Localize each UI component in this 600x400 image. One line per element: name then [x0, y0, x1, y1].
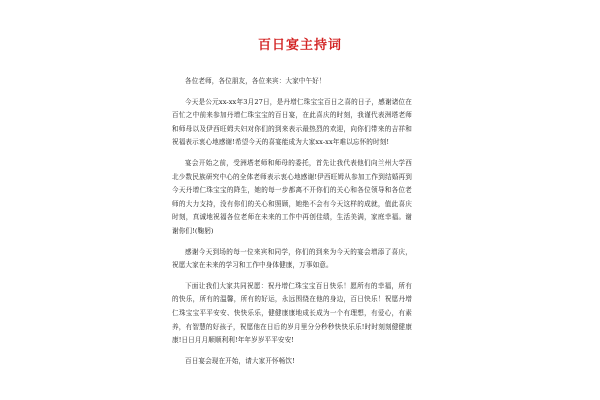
document-title: 百日宴主持词 [257, 38, 342, 53]
document-body [172, 75, 412, 368]
paragraph-closing: 百日宴会现在开始，请大家开怀畅饮! [185, 356, 295, 365]
paragraph-welcome: 今天是公元xx-xx年3月27日，是丹增仁珠宝宝百日之喜的日子，感谢诸位在百忙之中前来参加丹增仁珠宝宝的百日宴，在此喜庆的时刻，我谨代表洲塔老师和师母以及伊西旺姆夫妇对你们的到来表示最热烈的欢迎，向你们带来的吉祥和祝福表示衷心地感谢!希望今天的喜宴能成为大家xx-xx年难以忘怀的时刻! [172, 97, 412, 147]
paragraph-greeting: 各位老师，各位朋友，各位来宾：大家中午好！ [185, 77, 326, 85]
paragraph-thanks-teachers: 宴会开始之前，受洲塔老师和师母的委托，首先让我代表他们向兰州大学西北少数民族研究中心的全体老师表示衷心地感谢!伊西旺姆从参加工作到结婚再到今天丹增仁珠宝宝的降生，她的每一步都离不开你们的关心和各位领导和各位老师的大力支持，没有你们的关心和照顾，她绝不会有今天这样的成就，值此喜庆时刻，真诚地祝福各位老师在未来的工作中再创佳绩，生活美满，家庭幸福。谢谢你们!(鞠躬) [172, 158, 412, 235]
paragraph-thanks-guests: 感谢今天到场的每一位来宾和同学，你们的到来为今天的宴会增添了喜庆，祝愿大家在未来的学习和工作中身体健康，万事如意。 [172, 247, 412, 270]
paragraph-blessings: 下面让我们大家共同祝愿：祝丹增仁珠宝宝百日快乐！愿所有的幸福，所有的快乐，所有的温馨，所有的好运，永远围绕在他的身边，百日快乐！祝愿丹增仁珠宝宝平平安安、快快乐乐，健健康康地成长成为一个有理想，有爱心，有素养，有智慧的好孩子，祝愿他在日后的岁月里分分秒秒快快乐乐!时时刻刻健健康康!日日月月顺顺利利!年年岁岁平平安安! [172, 281, 412, 345]
